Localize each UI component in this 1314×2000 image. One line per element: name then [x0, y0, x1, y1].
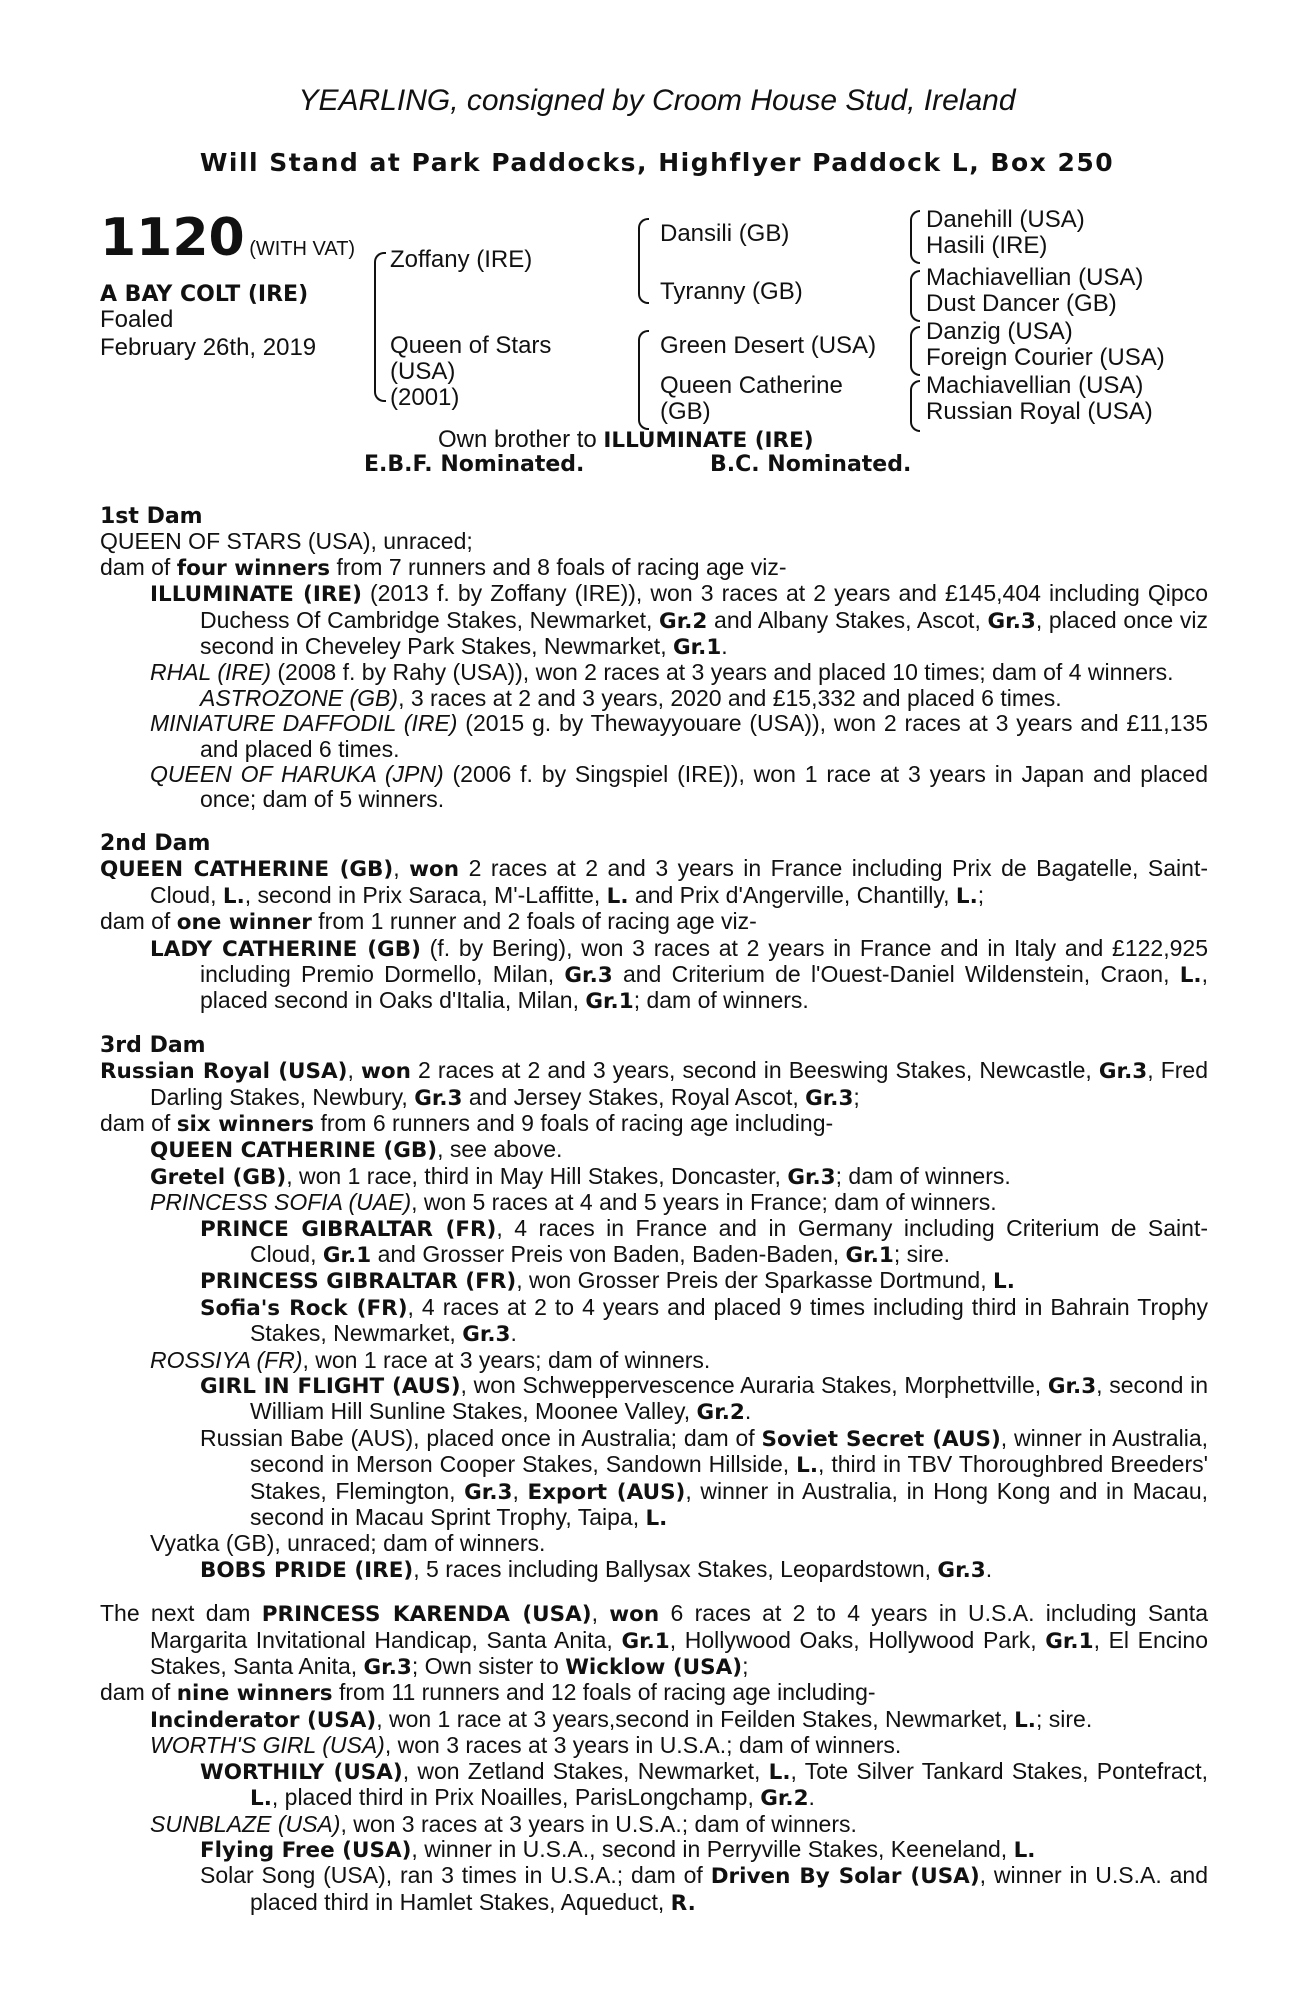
produce-entry: LADY CATHERINE (GB) (f. by Bering), won 3 races at 2 years in France and in Italy and £122,925 including Premio Dormello, Milan, Gr.3 and Criterium de l'Ouest-Daniel Wildenstein, Craon, L., placed second in Oaks d'Italia, Milan, Gr.1; dam of winners. [150, 934, 1208, 1015]
produce-entry: Vyatka (GB), unraced; dam of winners. [150, 1530, 546, 1557]
produce-entry: ASTROZONE (GB), 3 races at 2 and 3 years, 2020 and £15,332 and placed 6 times. [200, 684, 1062, 711]
ancestor-5: Danzig (USA) [926, 318, 1073, 345]
pedigree-bracket [910, 210, 920, 264]
sire-dam: Tyranny (GB) [660, 278, 803, 305]
produce-entry: Gretel (GB), won 1 race, third in May Hill Stakes, Doncaster, Gr.3; dam of winners. [150, 1162, 1011, 1190]
section-heading: 1st Dam [100, 504, 203, 529]
section-heading: 3rd Dam [100, 1032, 206, 1058]
ancestor-8: Russian Royal (USA) [926, 398, 1153, 425]
brother-name: ILLUMINATE (IRE) [603, 428, 814, 453]
produce-summary: dam of four winners from 7 runners and 8 foals of racing age viz- [100, 553, 787, 581]
pedigree-bracket [910, 270, 920, 322]
dam-dam-line1: Queen Catherine [660, 372, 843, 399]
vat-note: (WITH VAT) [249, 238, 356, 260]
ancestor-3: Machiavellian (USA) [926, 264, 1144, 291]
pedigree-bracket [910, 326, 920, 376]
produce-entry: Incinderator (USA), won 1 race at 3 years,second in Feilden Stakes, Newmarket, L.; sire. [150, 1705, 1093, 1733]
produce-entry: PRINCESS GIBRALTAR (FR), won Grosser Preis der Sparkasse Dortmund, L. [200, 1267, 1015, 1295]
dam-line: Russian Royal (USA), won 2 races at 2 and 3 years, second in Beeswing Stakes, Newcastle, Gr.3, Fred Darling Stakes, Newbury, Gr.3 and Jersey Stakes, Royal Ascot, Gr.3; [100, 1057, 1208, 1111]
produce-entry: GIRL IN FLIGHT (AUS), won Schweppervescence Auraria Stakes, Morphettville, Gr.3, second in William Hill Sunline Stakes, Moonee Valley, Gr.2. [200, 1372, 1208, 1426]
pedigree-bracket [638, 330, 649, 430]
produce-entry: PRINCESS SOFIA (UAE), won 5 races at 4 and 5 years in France; dam of winners. [150, 1189, 997, 1216]
sire: Zoffany (IRE) [390, 246, 533, 273]
produce-entry: Solar Song (USA), ran 3 times in U.S.A.; dam of Driven By Solar (USA), winner in U.S.A. and placed third in Hamlet Stakes, Aqueduct, R. [200, 1862, 1208, 1916]
pedigree-bracket [638, 218, 649, 304]
catalogue-title: YEARLING, consigned by Croom House Stud, Ireland [298, 84, 1016, 117]
produce-entry: ILLUMINATE (IRE) (2013 f. by Zoffany (IRE)), won 3 races at 2 years and £145,404 including Qipco Duchess Of Cambridge Stakes, Newmarket, Gr.2 and Albany Stakes, Ascot, Gr.3, placed once viz second in Cheveley Park Stakes, Newmarket, Gr.1. [150, 580, 1209, 661]
next-dam-section [100, 1601, 1208, 1916]
bc-nominated: B.C. Nominated. [710, 452, 912, 477]
third-dam-section [100, 1033, 1208, 1584]
produce-summary: dam of one winner from 1 runner and 2 foals of racing age viz- [100, 908, 757, 936]
dam-line: QUEEN OF STARS (USA), unraced; [100, 528, 473, 555]
ancestor-1: Danehill (USA) [926, 206, 1085, 233]
produce-entry: Russian Babe (AUS), placed once in Australia; dam of Soviet Secret (AUS), winner in Australia, second in Merson Cooper Stakes, Sandown Hillside, L., third in TBV Thoroughbred Breeders' Stakes, Flemington, Gr.3, Export (AUS), winner in Australia, in Hong Kong and in Macau, second in Macau Sprint Trophy, Taipa, L. [200, 1424, 1209, 1532]
produce-entry: QUEEN CATHERINE (GB), see above. [150, 1136, 563, 1164]
dam-line: QUEEN CATHERINE (GB), won 2 races at 2 and 3 years in France including Prix de Bagatelle, Saint-Cloud, L., second in Prix Saraca, M'-Laffitte, L. and Prix d'Angerville, Chantilly, L.; [100, 855, 1209, 909]
section-heading: 2nd Dam [100, 830, 211, 856]
sire-sire: Dansili (GB) [660, 220, 790, 247]
produce-entry: Flying Free (USA), winner in U.S.A., second in Perryville Stakes, Keeneland, L. [200, 1835, 1036, 1863]
dam-line3: (2001) [390, 384, 460, 411]
produce-entry: PRINCE GIBRALTAR (FR), 4 races in France and in Germany including Criterium de Saint-Cloud, Gr.1 and Grosser Preis von Baden, Baden-Baden, Gr.1; sire. [200, 1214, 1208, 1268]
second-dam-section [100, 831, 1208, 1015]
produce-entry: ROSSIYA (FR), won 1 race at 3 years; dam of winners. [150, 1346, 711, 1373]
ebf-nominated: E.B.F. Nominated. [364, 452, 585, 477]
dam-sire: Green Desert (USA) [660, 332, 877, 359]
produce-summary: dam of nine winners from 11 runners and 12 foals of racing age including- [100, 1679, 876, 1707]
pedigree-bracket [374, 252, 386, 402]
dam-line2: (USA) [390, 358, 456, 385]
produce-summary: dam of six winners from 6 runners and 9 foals of racing age including- [100, 1109, 834, 1137]
horse-name: A BAY COLT (IRE) [100, 282, 309, 307]
dam-line1: Queen of Stars [390, 332, 552, 359]
lot-number-line [100, 208, 355, 268]
foaled-label: Foaled [100, 306, 174, 333]
ancestor-6: Foreign Courier (USA) [926, 344, 1165, 371]
produce-entry: MINIATURE DAFFODIL (IRE) (2015 g. by Thewayyouare (USA)), won 2 races at 3 years and £11,135 and placed 6 times. [150, 710, 1208, 762]
produce-entry: WORTH'S GIRL (USA), won 3 races at 3 years in U.S.A.; dam of winners. [150, 1732, 902, 1759]
produce-entry: SUNBLAZE (USA), won 3 races at 3 years in U.S.A.; dam of winners. [150, 1810, 857, 1837]
produce-entry: QUEEN OF HARUKA (JPN) (2006 f. by Singspiel (IRE)), won 1 race at 3 years in Japan and placed once; dam of 5 winners. [150, 761, 1208, 813]
dam-line: The next dam PRINCESS KARENDA (USA), won 6 races at 2 to 4 years in U.S.A. including Santa Margarita Invitational Handicap, Santa Anita, Gr.1, Hollywood Oaks, Hollywood Park, Gr.1, El Encino Stakes, Santa Anita, Gr.3; Own sister to Wicklow (USA); [100, 1600, 1208, 1681]
produce-entry: WORTHILY (USA), won Zetland Stakes, Newmarket, L., Tote Silver Tankard Stakes, Pontefract, L., placed third in Prix Noailles, ParisLongchamp, Gr.2. [200, 1757, 1208, 1812]
ancestor-2: Hasili (IRE) [926, 232, 1048, 259]
lot-number: 1120 [100, 208, 245, 268]
dam-dam-line2: (GB) [660, 398, 711, 425]
catalogue-body [100, 504, 1208, 1916]
foaled-date: February 26th, 2019 [100, 334, 317, 361]
first-dam-section [100, 504, 1208, 813]
produce-entry: Sofia's Rock (FR), 4 races at 2 to 4 years and placed 9 times including third in Bahrain Trophy Stakes, Newmarket, Gr.3. [200, 1293, 1208, 1348]
ancestor-4: Dust Dancer (GB) [926, 290, 1117, 317]
stand-location: Will Stand at Park Paddocks, Highflyer Paddock L, Box 250 [199, 148, 1115, 177]
ancestor-7: Machiavellian (USA) [926, 372, 1144, 399]
pedigree-bracket [910, 380, 920, 432]
produce-entry: RHAL (IRE) (2008 f. by Rahy (USA)), won 2 races at 3 years and placed 10 times; dam of 4 winners. [150, 659, 1174, 686]
own-brother-note: Own brother to ILLUMINATE (IRE) [438, 426, 814, 453]
produce-entry: BOBS PRIDE (IRE), 5 races including Ballysax Stakes, Leopardstown, Gr.3. [200, 1555, 993, 1583]
